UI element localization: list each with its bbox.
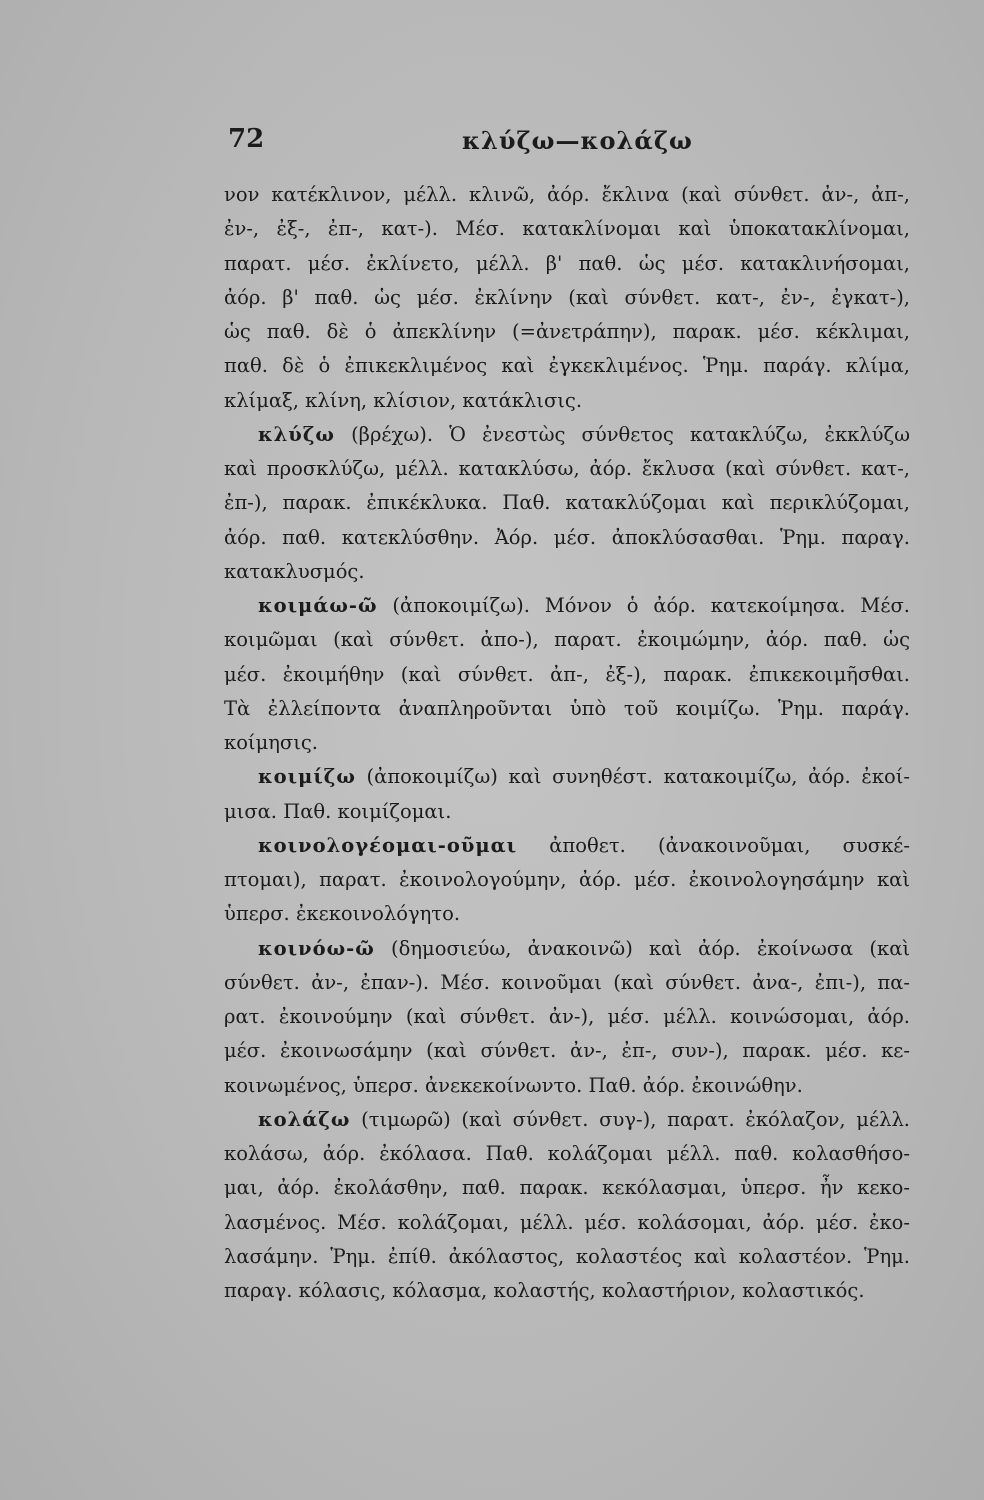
- entry-headword: κοινόω-ῶ: [258, 936, 375, 960]
- text-line: [224, 247, 910, 281]
- text-line: [224, 349, 910, 383]
- text-line: [224, 692, 910, 726]
- text-line: [224, 966, 910, 1000]
- text-line: [224, 829, 910, 863]
- line-text: παθ. δὲ ὁ ἐπικεκλιμένος καὶ ἐγκεκλιμένος. Ῥημ. παράγ. κλίμα,: [224, 354, 910, 378]
- line-text: κοίμησις.: [224, 731, 319, 754]
- text-line: [224, 897, 910, 931]
- line-text: ἐν-, ἐξ-, ἐπ-, κατ-). Μέσ. κατακλίνομαι καὶ ὑποκατακλίνομαι,: [224, 217, 910, 241]
- line-text: λασάμην. Ῥημ. ἐπίθ. ἀκόλαστος, κολαστέος καὶ κολαστέον. Ῥημ.: [224, 1244, 910, 1268]
- entry-headword: κοιμίζω: [258, 765, 356, 789]
- page-header: [0, 124, 984, 164]
- text-line: [224, 1171, 910, 1205]
- text-line: [224, 452, 910, 486]
- line-text: μέσ. ἐκοιμήθην (καὶ σύνθετ. ἀπ-, ἐξ-), παρακ. ἐπικεκοιμῆσθαι.: [224, 662, 910, 686]
- text-line: [224, 486, 910, 520]
- line-text: κολάσω, ἀόρ. ἐκόλασα. Παθ. κολάζομαι μέλλ. παθ. κολασθήσο-: [224, 1142, 910, 1165]
- line-text: (ἀποκοιμίζω) καὶ συνηθέστ. κατακοιμίζω, ἀόρ. ἐκοί-: [366, 765, 910, 789]
- line-text: ὑπερσ. ἐκεκοινολόγητο.: [224, 902, 461, 926]
- text-line: [224, 1274, 910, 1308]
- text-line: [224, 521, 910, 555]
- text-line: [224, 1240, 910, 1274]
- text-line: [224, 555, 910, 589]
- page-number: 72: [228, 124, 265, 154]
- text-line: [224, 418, 910, 452]
- line-text: (τιμωρῶ) (καὶ σύνθετ. συγ-), παρατ. ἐκόλαζον, μέλλ.: [361, 1107, 910, 1131]
- running-head: κλύζω—κολάζω: [462, 126, 693, 155]
- text-line: [224, 932, 910, 966]
- entry-headword: κλύζω: [258, 422, 335, 446]
- line-text: Τὰ ἐλλείποντα ἀναπληροῦνται ὑπὸ τοῦ κοιμίζω. Ῥημ. παράγ.: [224, 696, 910, 720]
- text-line: [224, 589, 910, 623]
- text-line: [224, 1206, 910, 1240]
- line-text: ἀόρ. παθ. κατεκλύσθην. Ἀόρ. μέσ. ἀποκλύσασθαι. Ῥημ. παραγ.: [224, 525, 910, 549]
- line-text: ὡς παθ. δὲ ὁ ἀπεκλίνην (=ἀνετράπην), παρακ. μέσ. κέκλιμαι,: [224, 320, 910, 343]
- line-text: πτομαι), παρατ. ἐκοινολογούμην, ἀόρ. μέσ. ἐκοινολογησάμην καὶ: [224, 868, 910, 891]
- text-line: [224, 726, 910, 760]
- line-text: παρατ. μέσ. ἐκλίνετο, μέλλ. β' παθ. ὡς μέσ. κατακλινήσομαι,: [224, 251, 910, 275]
- text-line: [224, 315, 910, 349]
- line-text: (ἀποκοιμίζω). Μόνον ὁ ἀόρ. κατεκοίμησα. Μέσ.: [392, 594, 910, 617]
- text-line: [224, 1069, 910, 1103]
- line-text: σύνθετ. ἀν-, ἐπαν-). Μέσ. κοινοῦμαι (καὶ σύνθετ. ἀνα-, ἐπι-), πα-: [224, 970, 910, 994]
- text-line: [224, 760, 910, 794]
- entry-headword: κοιμάω-ῶ: [258, 594, 378, 617]
- text-line: [224, 1103, 910, 1137]
- line-text: μισα. Παθ. κοιμίζομαι.: [224, 799, 452, 823]
- text-line: [224, 658, 910, 692]
- text-line: [224, 623, 910, 657]
- line-text: ἐπ-), παρακ. ἐπικέκλυκα. Παθ. κατακλύζομαι καὶ περικλύζομαι,: [224, 491, 910, 515]
- text-line: [224, 863, 910, 897]
- line-text: κατακλυσμός.: [224, 559, 365, 583]
- text-line: [224, 1000, 910, 1034]
- text-line: [224, 281, 910, 315]
- line-text: ἀποθετ. (ἀνακοινοῦμαι, συσκέ-: [549, 833, 910, 857]
- text-line: [224, 178, 910, 212]
- line-text: κλίμαξ, κλίνη, κλίσιον, κατάκλισις.: [224, 388, 583, 412]
- line-text: ἀόρ. β' παθ. ὡς μέσ. ἐκλίνην (καὶ σύνθετ. κατ-, ἐν-, ἐγκατ-),: [224, 285, 910, 309]
- line-text: ρατ. ἐκοινούμην (καὶ σύνθετ. ἀν-), μέσ. μέλλ. κοινώσομαι, ἀόρ.: [224, 1005, 910, 1028]
- line-text: παραγ. κόλασις, κόλασμα, κολαστής, κολαστήριον, κολαστικός.: [224, 1279, 865, 1302]
- entry-headword: κολάζω: [258, 1107, 351, 1131]
- line-text: καὶ προσκλύζω, μέλλ. κατακλύσω, ἀόρ. ἔκλυσα (καὶ σύνθετ. κατ-,: [224, 457, 910, 480]
- line-text: κοινωμένος, ὑπερσ. ἀνεκεκοίνωντο. Παθ. ἀόρ. ἐκοινώθην.: [224, 1073, 803, 1097]
- line-text: νον κατέκλινον, μέλλ. κλινῶ, ἀόρ. ἔκλινα (καὶ σύνθετ. ἀν-, ἀπ-,: [224, 183, 910, 206]
- line-text: μαι, ἀόρ. ἐκολάσθην, παθ. παρακ. κεκόλασμαι, ὑπερσ. ἦν κεκο-: [224, 1176, 910, 1200]
- dictionary-text: [224, 178, 910, 1308]
- text-line: [224, 384, 910, 418]
- text-line: [224, 1137, 910, 1171]
- line-text: μέσ. ἐκοινωσάμην (καὶ σύνθετ. ἀν-, ἐπ-, συν-), παρακ. μέσ. κε-: [224, 1039, 910, 1063]
- entry-headword: κοινολογέομαι-οῦμαι: [258, 833, 518, 857]
- text-line: [224, 795, 910, 829]
- text-line: [224, 1034, 910, 1068]
- line-text: κοιμῶμαι (καὶ σύνθετ. ἀπο-), παρατ. ἐκοιμώμην, ἀόρ. παθ. ὡς: [224, 628, 910, 652]
- line-text: λασμένος. Μέσ. κολάζομαι, μέλλ. μέσ. κολάσομαι, ἀόρ. μέσ. ἐκο-: [224, 1210, 910, 1234]
- line-text: (δημοσιεύω, ἀνακοινῶ) καὶ ἀόρ. ἐκοίνωσα (καὶ: [391, 936, 910, 960]
- line-text: (βρέχω). Ὁ ἐνεστὼς σύνθετος κατακλύζω, ἐκκλύζω: [351, 422, 910, 446]
- text-line: [224, 212, 910, 246]
